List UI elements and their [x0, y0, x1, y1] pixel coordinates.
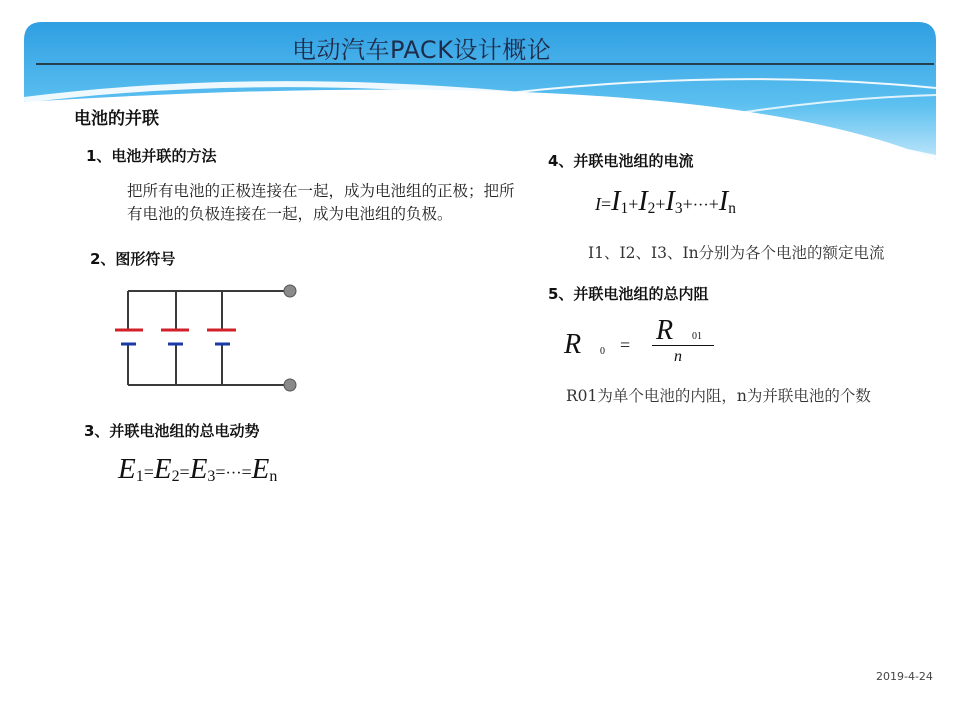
parallel-battery-diagram: [110, 280, 310, 395]
slide-date: 2019-4-24: [876, 670, 933, 683]
resistance-note: R01为单个电池的内阻，n为并联电池的个数: [566, 387, 871, 405]
heading-graphic-symbol: 2、图形符号: [90, 250, 176, 268]
heading-internal-resistance: 5、并联电池组的总内阻: [548, 285, 709, 303]
page-title: 电动汽车PACK设计概论: [292, 36, 552, 64]
resistance-formula: R 0 = R 01 n: [560, 315, 730, 375]
heading-current: 4、并联电池组的电流: [548, 152, 694, 170]
current-formula: $I=I_1+I_2+I_3+\cdot\cdot\cdot+I_n$: [595, 186, 736, 218]
parallel-method-text: 把所有电池的正极连接在一起，成为电池组的正极；把所有电池的负极连接在一起，成为电池组的负极。: [127, 182, 515, 223]
heading-parallel-method: 1、电池并联的方法: [86, 147, 217, 165]
section-title: 电池的并联: [74, 109, 159, 129]
emf-formula: $E_1=E_2=E_3=\cdot\cdot\cdot=E_n$: [118, 453, 278, 486]
heading-total-emf: 3、并联电池组的总电动势: [84, 422, 260, 440]
current-note: I1、I2、I3、In分别为各个电池的额定电流: [588, 244, 885, 262]
